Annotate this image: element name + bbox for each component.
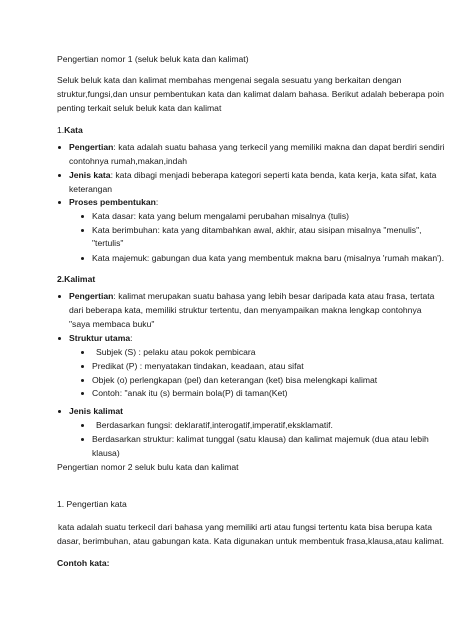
bullet-dot [81, 257, 84, 260]
bullet-dot [58, 174, 61, 177]
heading-kata [57, 125, 83, 136]
kata-pengertian-label: Pengertian [69, 142, 114, 152]
bullet-dot [81, 215, 84, 218]
bullet-dot [58, 146, 61, 149]
kalimat-pengertian-text: : kalimat merupakan suatu bahasa yang lebih besar daripada kata atau frasa, tertata [113, 291, 435, 301]
kata-pengertian-line-1 [69, 142, 444, 153]
struktur-item-line-1: Berdasarkan struktur: kalimat tunggal (satu klausa) dan kalimat majemuk (dua atau lebih [92, 434, 429, 444]
bullet-dot [81, 379, 84, 382]
kalimat-pengertian-line-2: dari beberapa kata, memiliki struktur tertentu, dan menyampaikan makna lengkap contohnya [69, 305, 422, 315]
struktur-utama [69, 333, 133, 344]
intro-paragraph-line-2: struktur,fungsi,dan unsur pembentukan kata dan kalimat dalam bahasa. Berikut adalah beberapa poin [57, 89, 444, 99]
jenis-kata-label: Jenis kata [69, 170, 111, 180]
heading-pengertian-kata: 1. Pengertian kata [57, 499, 127, 509]
subjek-item: Subjek (S) : pelaku atau pokok pembicara [96, 347, 256, 357]
contoh-kalimat-item: Contoh: "anak itu (s) bermain bola(P) di taman(Ket) [92, 388, 288, 398]
heading-kalimat: 2.Kalimat [57, 274, 96, 284]
struktur-utama-label: Struktur utama [69, 333, 131, 343]
kalimat-pengertian-label: Pengertian [69, 291, 114, 301]
kata-berimbuhan-line-2: "tertulis" [92, 238, 124, 248]
bullet-dot [81, 365, 84, 368]
struktur-utama-colon: : [130, 333, 133, 343]
proses-pembentukan-label: Proses pembentukan [69, 197, 156, 207]
heading-kata-number: 1. [57, 125, 65, 135]
kata-majemuk-item: Kata majemuk: gabungan dua kata yang membentuk makna baru (misalnya 'rumah makan'). [92, 253, 444, 263]
bullet-dot [81, 351, 84, 354]
jenis-kata-line-1 [69, 170, 436, 181]
kata-pengertian-text: : kata adalah suatu bahasa yang terkecil yang memiliki makna dan dapat berdiri sendiri [113, 142, 445, 152]
section-title-1: Pengertian nomor 1 (seluk beluk kata dan kalimat) [57, 54, 249, 64]
kata-pengertian-line-2: contohnya rumah,makan,indah [69, 156, 188, 166]
kalimat-pengertian-line-1 [69, 291, 434, 302]
bullet-dot [58, 295, 61, 298]
proses-pembentukan-colon: : [155, 197, 159, 207]
bullet-dot [58, 337, 61, 340]
kata-dasar-item: Kata dasar: kata yang belum mengalami perubahan misalnya (tulis) [92, 211, 349, 221]
jenis-kata-text: : kata dibagi menjadi beberapa kategori seperti kata benda, kata kerja, kata sifat, kata [110, 170, 437, 180]
predikat-item: Predikat (P) : menyatakan tindakan, keadaan, atau sifat [92, 361, 304, 371]
bullet-dot [58, 201, 61, 204]
struktur-item-line-2: klausa) [92, 448, 120, 458]
jenis-kalimat-label: Jenis kalimat [69, 406, 123, 416]
intro-paragraph-line-3: penting terkait seluk beluk kata dan kalimat [57, 103, 222, 113]
intro-paragraph-line-1: Seluk beluk kata dan kalimat membahas mengenai segala sesuatu yang berkaitan dengan [57, 75, 402, 85]
bullet-dot [81, 229, 84, 232]
bullet-dot [81, 424, 84, 427]
objek-item: Objek (o) perlengkapan (pel) dan keterangan (ket) bisa melengkapi kalimat [92, 375, 378, 385]
heading-kata-label: Kata [64, 125, 83, 135]
section-title-2: Pengertian nomor 2 seluk bulu kata dan kalimat [57, 462, 239, 472]
pengertian-kata-line-1: kata adalah suatu terkecil dari bahasa yang memiliki arti atau fungsi tertentu kata bisa berupa kata [58, 522, 433, 532]
bullet-dot [81, 392, 84, 395]
bullet-dot [58, 410, 61, 413]
bullet-dot [81, 438, 84, 441]
proses-pembentukan [69, 197, 158, 208]
kata-berimbuhan-line-1: Kata berimbuhan: kata yang ditambahkan awal, akhir, atau sisipan misalnya "menulis", [92, 225, 422, 235]
contoh-kata-label: Contoh kata: [57, 558, 110, 568]
fungsi-item: Berdasarkan fungsi: deklaratif,interogatif,imperatif,eksklamatif. [96, 420, 333, 430]
jenis-kata-line-2: keterangan [69, 184, 113, 194]
pengertian-kata-line-2: dasar, berimbuhan, atau gabungan kata. Kata digunakan untuk membentuk frasa,klausa,atau kalimat. [57, 536, 444, 546]
kalimat-pengertian-line-3: "saya membaca buku" [69, 319, 155, 329]
